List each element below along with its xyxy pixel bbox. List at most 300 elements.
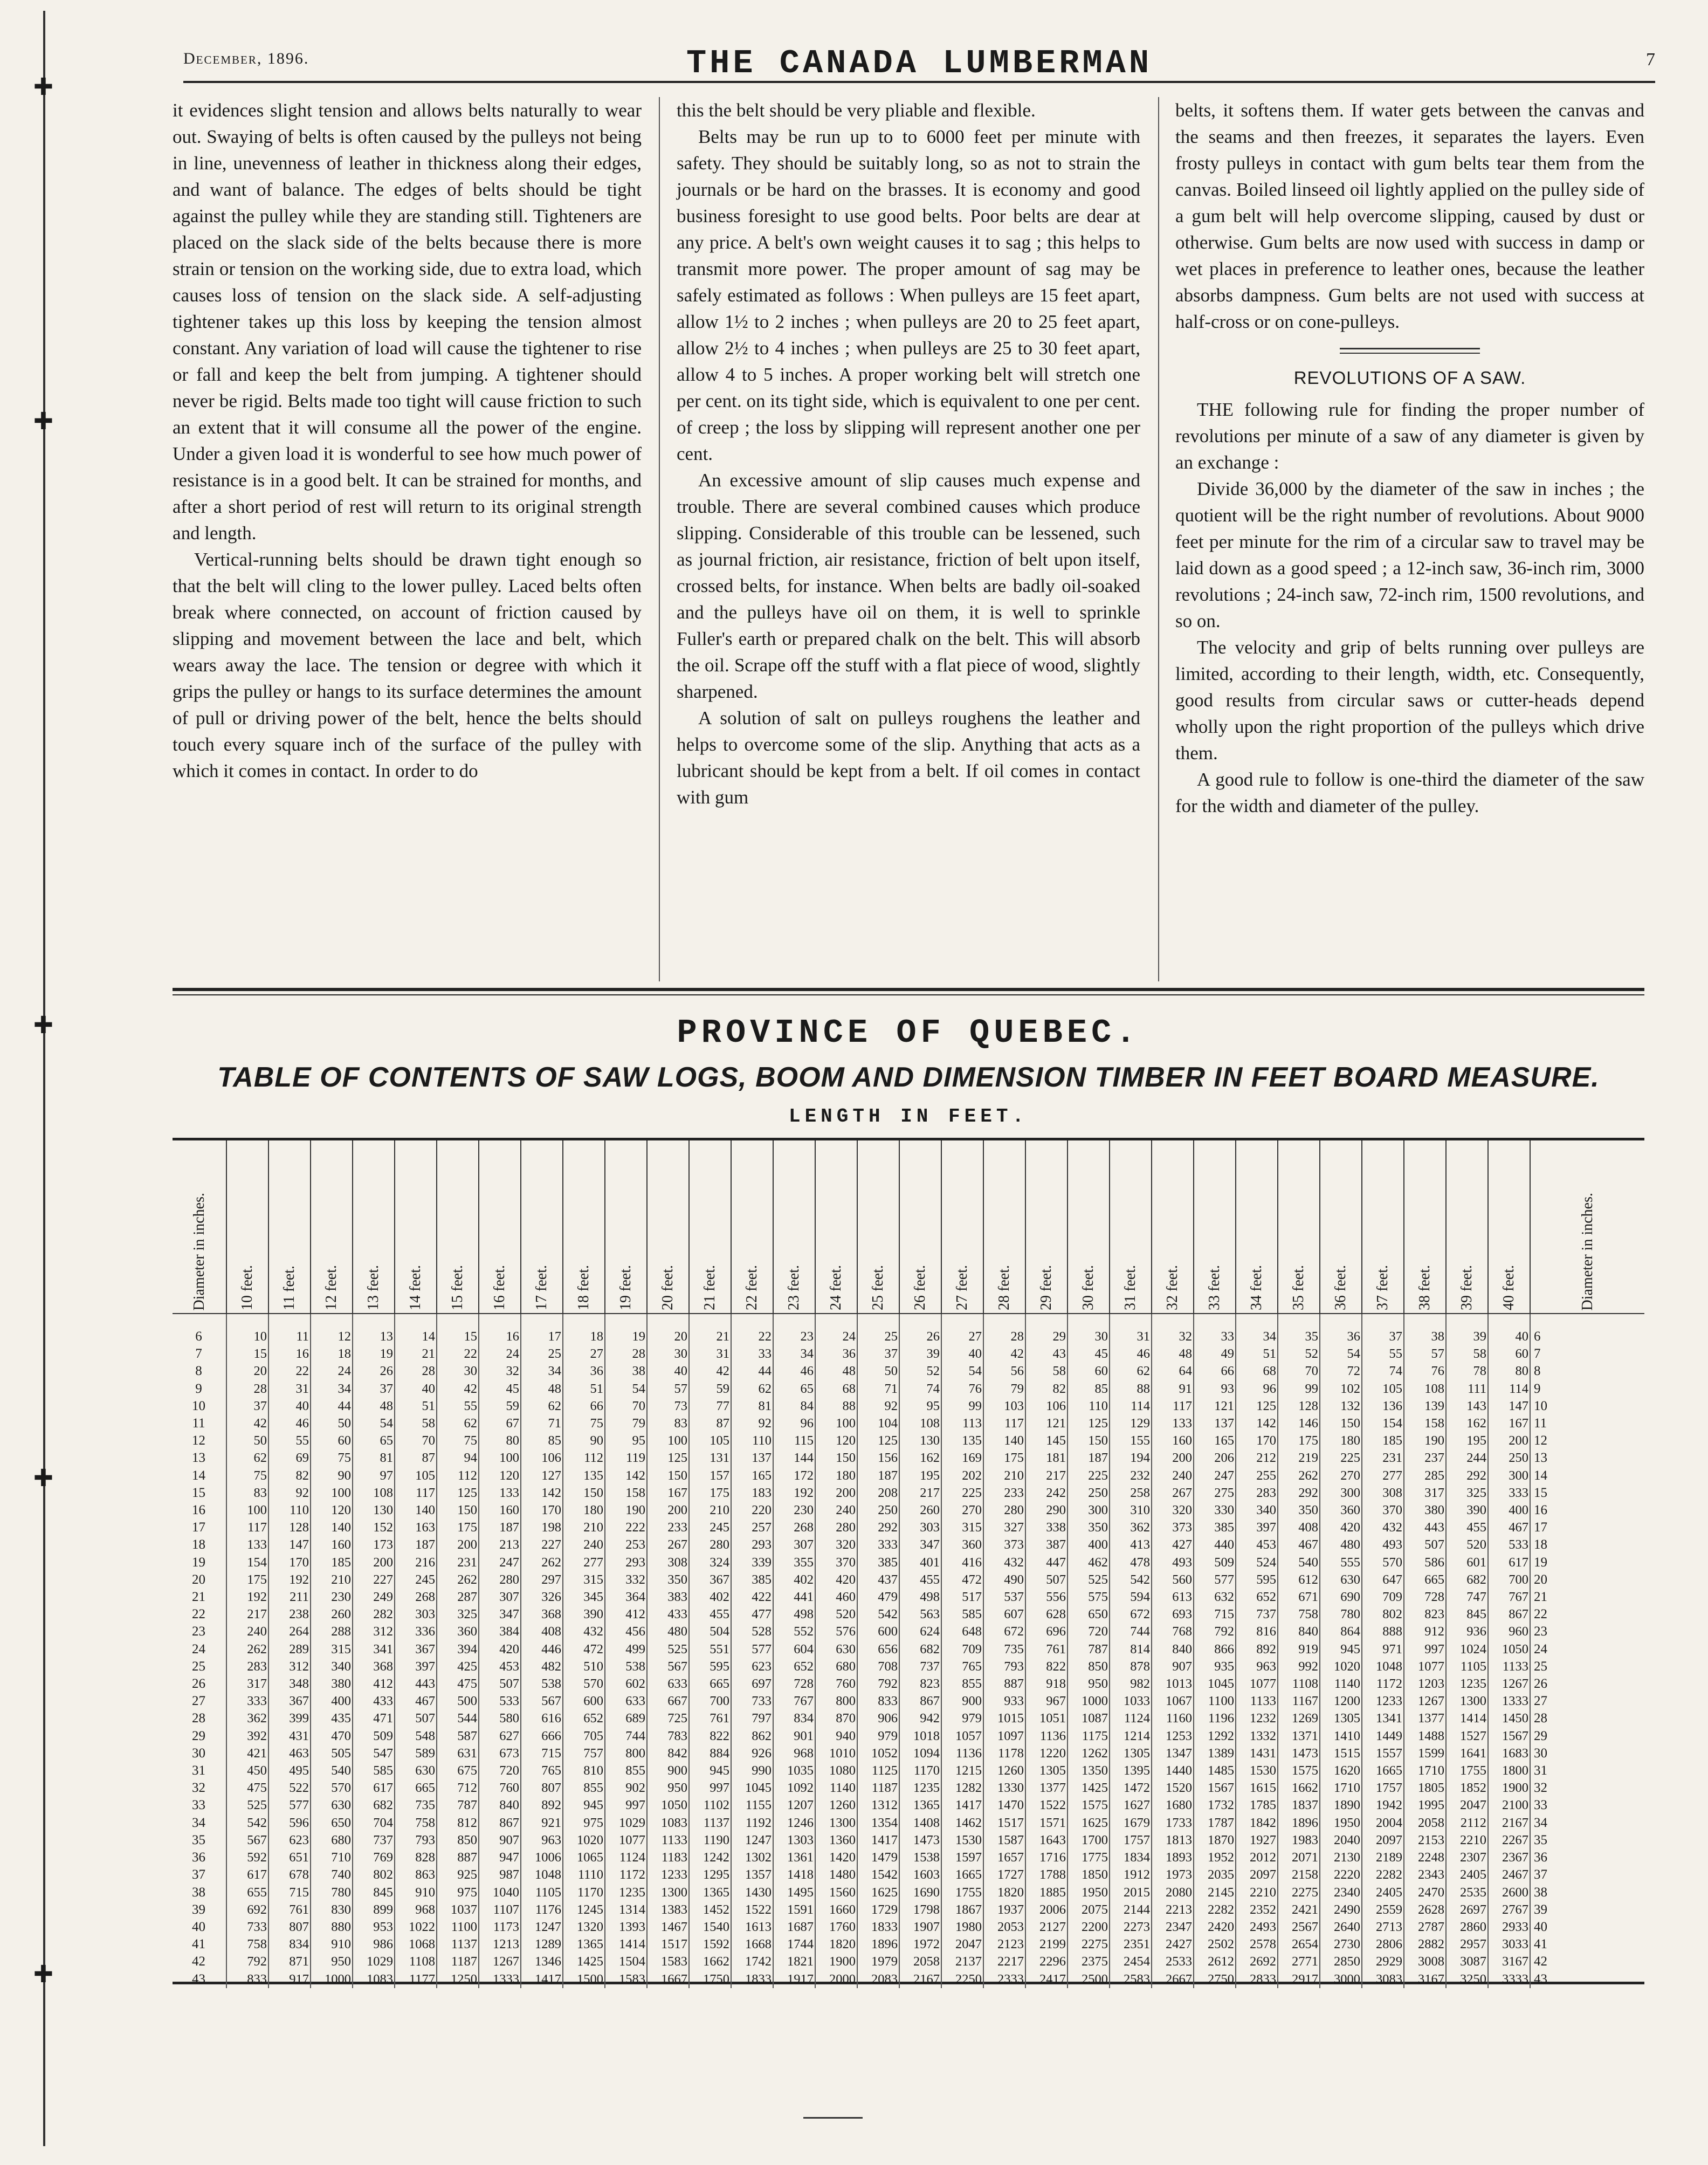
column-label: 17 feet. [533,1265,550,1310]
board-feet-cell: 1048 [1362,1658,1404,1675]
board-feet-cell: 899 [353,1901,395,1919]
board-feet-cell: 2053 [983,1919,1025,1936]
length-header [353,1140,395,1314]
diameter-cell-right: 12 [1530,1432,1644,1449]
column-label: 27 feet. [954,1265,970,1310]
board-feet-cell: 1395 [1110,1762,1152,1779]
board-feet-cell: 1950 [1068,1884,1110,1901]
board-feet-cell: 975 [437,1884,479,1901]
board-feet-cell: 190 [1404,1432,1446,1449]
board-feet-cell: 926 [731,1745,773,1762]
board-feet-cell: 2210 [1236,1884,1278,1901]
board-feet-cell: 1755 [941,1884,983,1901]
board-feet-cell: 767 [773,1693,815,1710]
board-feet-cell: 1108 [395,1953,437,1970]
board-feet-cell: 1192 [731,1815,773,1832]
board-feet-cell: 288 [311,1623,353,1640]
board-feet-cell: 181 [1025,1449,1068,1467]
board-feet-cell: 36 [815,1345,857,1363]
column-label: 33 feet. [1206,1265,1223,1310]
board-feet-cell: 208 [857,1484,899,1502]
board-feet-cell: 258 [1110,1484,1152,1502]
board-feet-cell: 1006 [521,1849,563,1866]
board-feet-cell: 1065 [563,1849,605,1866]
board-feet-cell: 160 [311,1536,353,1554]
board-feet-cell: 919 [1278,1641,1320,1658]
column-label: 12 feet. [323,1265,340,1310]
board-feet-cell: 1020 [1320,1658,1362,1675]
board-feet-cell: 262 [437,1571,479,1589]
board-feet-cell: 1410 [1320,1728,1362,1745]
board-feet-cell: 62 [437,1415,479,1432]
board-feet-cell: 567 [647,1658,689,1675]
board-feet-cell: 871 [268,1953,311,1970]
board-feet-cell: 185 [311,1554,353,1571]
column-label: 29 feet. [1038,1265,1055,1310]
board-feet-cell: 1035 [773,1762,815,1779]
board-feet-cell: 842 [647,1745,689,1762]
board-feet-cell: 563 [899,1606,941,1623]
table-row [173,1832,1644,1849]
diameter-cell-right: 6 [1530,1314,1644,1345]
board-feet-cell: 1488 [1404,1728,1446,1745]
article-column-1 [173,97,642,784]
board-feet-cell: 17 [521,1314,563,1345]
board-feet-cell: 901 [773,1728,815,1745]
board-feet-cell: 92 [731,1415,773,1432]
board-feet-cell: 1567 [1488,1728,1530,1745]
section-rule [173,994,1644,995]
diameter-cell: 19 [192,1555,205,1570]
board-feet-cell: 66 [1194,1363,1236,1380]
board-feet-cell: 100 [479,1449,521,1467]
column-label: 38 feet. [1416,1265,1433,1310]
diameter-cell-right: 20 [1530,1571,1644,1589]
board-feet-cell: 293 [605,1554,647,1571]
diameter-cell: 37 [192,1867,205,1882]
board-feet-cell: 697 [731,1675,773,1693]
board-feet-cell: 2933 [1488,1919,1530,1936]
board-feet-cell: 499 [605,1641,647,1658]
board-feet-cell: 140 [983,1432,1025,1449]
board-feet-cell: 3008 [1404,1953,1446,1970]
board-feet-cell: 475 [226,1779,268,1797]
board-feet-cell: 493 [1152,1554,1194,1571]
board-feet-cell: 240 [226,1623,268,1640]
board-feet-cell: 1667 [647,1971,689,1988]
board-feet-cell: 147 [268,1536,311,1554]
board-feet-cell: 150 [563,1484,605,1502]
board-feet-cell: 792 [857,1675,899,1693]
table-row [173,1345,1644,1363]
board-feet-cell: 99 [1278,1380,1320,1398]
board-feet-cell: 1048 [521,1866,563,1884]
diameter-cell: 7 [195,1346,202,1362]
board-feet-cell: 2145 [1194,1884,1236,1901]
board-feet-cell: 2282 [1362,1866,1404,1884]
board-feet-cell: 490 [983,1571,1025,1589]
board-feet-cell: 33 [731,1345,773,1363]
board-feet-cell: 1470 [983,1797,1025,1814]
board-feet-cell: 139 [1404,1398,1446,1415]
board-feet-cell: 2158 [1278,1866,1320,1884]
board-feet-cell: 320 [1152,1502,1194,1519]
board-feet-cell: 709 [1362,1589,1404,1606]
board-feet-cell: 324 [689,1554,731,1571]
board-feet-cell: 656 [857,1641,899,1658]
diameter-cell-right: 26 [1530,1675,1644,1693]
board-feet-cell: 289 [268,1641,311,1658]
board-feet-cell: 125 [1068,1415,1110,1432]
board-feet-cell: 884 [689,1745,731,1762]
board-feet-cell: 233 [647,1519,689,1536]
board-feet-cell: 783 [647,1728,689,1745]
diameter-cell: 35 [192,1832,205,1847]
board-feet-cell: 3083 [1362,1971,1404,1988]
board-feet-cell: 665 [395,1779,437,1797]
board-feet-cell: 57 [1404,1345,1446,1363]
board-feet-cell: 540 [1278,1554,1320,1571]
diameter-cell: 16 [192,1503,205,1518]
board-feet-cell: 1235 [1446,1675,1488,1693]
board-feet-cell: 665 [689,1675,731,1693]
board-feet-cell: 1000 [311,1971,353,1988]
board-feet-cell: 88 [815,1398,857,1415]
board-feet-cell: 18 [311,1345,353,1363]
board-feet-cell: 74 [899,1380,941,1398]
board-feet-cell: 1896 [1278,1815,1320,1832]
board-feet-cell: 73 [647,1398,689,1415]
board-feet-cell: 446 [521,1641,563,1658]
board-feet-cell: 1587 [983,1832,1025,1849]
board-feet-cell: 307 [479,1589,521,1606]
board-feet-cell: 96 [773,1415,815,1432]
board-feet-cell: 338 [1025,1519,1068,1536]
board-feet-cell: 1137 [437,1936,479,1953]
board-feet-cell: 70 [1278,1363,1320,1380]
board-feet-cell: 925 [437,1866,479,1884]
board-feet-cell: 1330 [983,1779,1025,1797]
board-feet-cell: 1332 [1236,1728,1278,1745]
board-feet-cell: 793 [983,1658,1025,1675]
board-feet-cell: 39 [1446,1314,1488,1345]
board-feet-cell: 2213 [1152,1901,1194,1919]
board-feet-cell: 1660 [815,1901,857,1919]
board-feet-cell: 902 [605,1779,647,1797]
board-feet-cell: 180 [1320,1432,1362,1449]
board-feet-cell: 114 [1110,1398,1152,1415]
board-feet-cell: 163 [395,1519,437,1536]
board-feet-cell: 1485 [1194,1762,1236,1779]
board-feet-cell: 1305 [1320,1710,1362,1727]
board-feet-cell: 412 [605,1606,647,1623]
board-feet-cell: 1462 [941,1815,983,1832]
table-row [173,1762,1644,1779]
board-feet-cell: 210 [689,1502,731,1519]
board-feet-cell: 422 [731,1589,773,1606]
board-feet-cell: 2000 [815,1971,857,1988]
board-feet-cell: 399 [268,1710,311,1727]
paragraph: belts, it softens them. If water gets between the canvas and the seams and then freezes, it separates the layers. Even frosty pulleys in contact with gum belts tear them from the canvas. Boiled linseed oil lightly applied on the pulley side of a gum belt will help overcome slipping, caused by dust or otherwise. Gum belts are now used with success in damp or wet places in preference to leather ones, because the leather absorbs dampness. Gum belts are not used with success at half-cross or on cone-pulleys. [1175,100,1644,332]
board-feet-cell: 1785 [1236,1797,1278,1814]
board-feet-cell: 1833 [731,1971,773,1988]
board-feet-cell: 14 [395,1314,437,1345]
board-feet-cell: 310 [1110,1502,1152,1519]
board-feet-cell: 587 [437,1728,479,1745]
board-feet-cell: 58 [1025,1363,1068,1380]
board-feet-cell: 616 [521,1710,563,1727]
board-feet-cell: 918 [1025,1675,1068,1693]
board-feet-cell: 1124 [605,1849,647,1866]
board-feet-cell: 115 [773,1432,815,1449]
diameter-cell: 12 [192,1433,205,1448]
board-feet-cell: 402 [689,1589,731,1606]
length-header [1236,1140,1278,1314]
board-feet-cell: 1292 [1194,1728,1236,1745]
board-feet-cell: 1983 [1278,1832,1320,1849]
board-feet-cell: 212 [1236,1449,1278,1467]
board-feet-cell: 761 [689,1710,731,1727]
board-feet-cell: 715 [1194,1606,1236,1623]
board-feet-cell: 192 [226,1589,268,1606]
length-header [815,1140,857,1314]
column-label: 13 feet. [365,1265,382,1310]
board-feet-cell: 1357 [731,1866,773,1884]
board-feet-cell: 1187 [857,1779,899,1797]
board-feet-cell: 19 [353,1345,395,1363]
board-feet-cell: 370 [1362,1502,1404,1519]
board-feet-cell: 22 [731,1314,773,1345]
board-feet-cell: 1300 [647,1884,689,1901]
board-feet-cell: 26 [899,1314,941,1345]
board-feet-cell: 370 [815,1554,857,1571]
section-divider [1340,348,1480,354]
board-feet-cell: 1995 [1404,1797,1446,1814]
board-feet-cell: 152 [353,1519,395,1536]
table-row [173,1398,1644,1415]
board-feet-cell: 2352 [1236,1901,1278,1919]
board-feet-cell: 350 [1068,1519,1110,1536]
board-feet-cell: 70 [605,1398,647,1415]
board-feet-cell: 480 [647,1623,689,1640]
board-feet-cell: 1540 [689,1919,731,1936]
board-feet-cell: 119 [605,1449,647,1467]
column-label: 35 feet. [1290,1265,1307,1310]
board-feet-cell: 1389 [1194,1745,1236,1762]
board-feet-cell: 747 [1446,1589,1488,1606]
board-feet-cell: 940 [815,1728,857,1745]
board-feet-cell: 114 [1488,1380,1530,1398]
board-feet-cell: 715 [268,1884,311,1901]
board-feet-cell: 1641 [1446,1745,1488,1762]
board-feet-cell: 906 [857,1710,899,1727]
board-feet-cell: 505 [311,1745,353,1762]
length-header [647,1140,689,1314]
board-feet-cell: 840 [479,1797,521,1814]
board-feet-cell: 2004 [1362,1815,1404,1832]
paragraph: A good rule to follow is one-third the diameter of the saw for the width and diameter of the pulley. [1175,769,1644,816]
board-feet-cell: 1450 [1488,1710,1530,1727]
board-feet-cell: 397 [395,1658,437,1675]
board-feet-cell: 18 [563,1314,605,1345]
board-feet-cell: 758 [1278,1606,1320,1623]
board-feet-cell: 1834 [1110,1849,1152,1866]
diameter-cell: 9 [195,1381,202,1396]
board-feet-cell: 217 [226,1606,268,1623]
board-feet-cell: 2787 [1404,1919,1446,1936]
board-feet-cell: 648 [941,1623,983,1640]
board-feet-cell: 36 [1320,1314,1362,1345]
board-feet-cell: 280 [983,1502,1025,1519]
board-feet-cell: 576 [815,1623,857,1640]
length-header [605,1140,647,1314]
board-feet-cell: 623 [268,1832,311,1849]
board-feet-cell: 728 [1404,1589,1446,1606]
board-feet-cell: 2697 [1446,1901,1488,1919]
board-feet-cell: 22 [437,1345,479,1363]
board-feet-cell: 80 [1488,1363,1530,1380]
board-feet-cell: 878 [1110,1658,1152,1675]
board-feet-cell: 1679 [1110,1815,1152,1832]
table-row [173,1728,1644,1745]
board-feet-cell: 1160 [1152,1710,1194,1727]
length-header [1068,1140,1110,1314]
board-feet-cell: 1665 [1362,1762,1404,1779]
board-feet-cell: 2470 [1404,1884,1446,1901]
board-feet-cell: 127 [521,1467,563,1484]
board-feet-cell: 1107 [479,1901,521,1919]
board-feet-cell: 360 [1320,1502,1362,1519]
board-feet-cell: 1077 [1236,1675,1278,1693]
board-feet-cell: 1952 [1194,1849,1236,1866]
board-feet-cell: 577 [268,1797,311,1814]
board-feet-cell: 270 [941,1502,983,1519]
board-feet-cell: 255 [1236,1467,1278,1484]
board-feet-cell: 3000 [1320,1971,1362,1988]
board-feet-cell: 16 [479,1314,521,1345]
board-feet-cell: 840 [1278,1623,1320,1640]
board-feet-cell: 10 [226,1314,268,1345]
board-feet-cell: 195 [899,1467,941,1484]
board-feet-cell: 348 [268,1675,311,1693]
board-feet-cell: 1467 [647,1919,689,1936]
board-feet-cell: 1133 [1236,1693,1278,1710]
diameter-cell: 8 [195,1364,202,1379]
board-feet-cell: 432 [983,1554,1025,1571]
board-feet-cell: 1760 [815,1919,857,1936]
board-feet-cell: 150 [437,1502,479,1519]
board-feet-cell: 833 [857,1693,899,1710]
table-row [173,1554,1644,1571]
board-feet-cell: 1522 [731,1901,773,1919]
board-feet-cell: 594 [1110,1589,1152,1606]
board-feet-cell: 325 [1446,1484,1488,1502]
length-header [437,1140,479,1314]
board-feet-cell: 1597 [941,1849,983,1866]
board-feet-cell: 48 [521,1380,563,1398]
board-feet-cell: 744 [1110,1623,1152,1640]
board-feet-cell: 1300 [815,1815,857,1832]
board-feet-cell: 2850 [1320,1953,1362,1970]
board-feet-cell: 48 [1152,1345,1194,1363]
board-feet-cell: 450 [226,1762,268,1779]
board-feet-cell: 167 [1488,1415,1530,1432]
board-feet-cell: 46 [773,1363,815,1380]
table-title: TABLE OF CONTENTS OF SAW LOGS, BOOM AND DIMENSION TIMBER IN FEET BOARD MEASURE. [217,1062,1600,1093]
board-feet-cell: 262 [226,1641,268,1658]
board-feet-cell: 1341 [1362,1710,1404,1727]
board-feet-cell: 1136 [1025,1728,1068,1745]
board-feet-cell: 655 [226,1884,268,1901]
board-feet-cell: 833 [226,1971,268,1988]
column-label: 40 feet. [1500,1265,1517,1310]
board-feet-cell: 968 [773,1745,815,1762]
board-feet-cell: 327 [983,1519,1025,1536]
board-feet-cell: 267 [1152,1484,1194,1502]
board-feet-cell: 443 [1404,1519,1446,1536]
board-feet-cell: 88 [1110,1380,1152,1398]
board-feet-cell: 700 [689,1693,731,1710]
board-feet-cell: 1133 [647,1832,689,1849]
board-feet-cell: 2100 [1488,1797,1530,1814]
board-feet-cell: 59 [689,1380,731,1398]
board-feet-cell: 665 [1404,1571,1446,1589]
diameter-cell: 33 [192,1798,205,1813]
board-feet-cell: 49 [1194,1345,1236,1363]
column-label: 24 feet. [828,1265,844,1310]
board-feet-cell: 834 [268,1936,311,1953]
board-feet-cell: 435 [311,1710,353,1727]
column-label: 10 feet. [239,1265,256,1310]
board-feet-cell: 150 [1320,1415,1362,1432]
board-feet-cell: 1242 [689,1849,731,1866]
board-feet-cell: 131 [689,1449,731,1467]
board-feet-cell: 2600 [1488,1884,1530,1901]
board-feet-cell: 1625 [1068,1815,1110,1832]
board-feet-cell: 80 [479,1432,521,1449]
board-feet-cell: 812 [437,1815,479,1832]
board-feet-cell: 1557 [1362,1745,1404,1762]
length-header [395,1140,437,1314]
length-header [226,1140,268,1314]
table-row [173,1415,1644,1432]
board-feet-cell: 2929 [1362,1953,1404,1970]
board-feet-cell: 210 [311,1571,353,1589]
board-feet-cell: 2275 [1278,1884,1320,1901]
board-feet-cell: 33 [1194,1314,1236,1345]
board-feet-cell: 1235 [899,1779,941,1797]
board-feet-cell: 693 [1152,1606,1194,1623]
board-feet-cell: 652 [773,1658,815,1675]
board-feet-cell: 117 [395,1484,437,1502]
board-feet-cell: 32 [1152,1314,1194,1345]
board-feet-cell: 416 [941,1554,983,1571]
board-feet-cell: 1133 [1488,1658,1530,1675]
board-feet-cell: 35 [1278,1314,1320,1345]
board-feet-cell: 758 [395,1815,437,1832]
diameter-cell: 39 [192,1902,205,1917]
article-column-2 [677,97,1140,810]
board-feet-cell: 3087 [1446,1953,1488,1970]
board-feet-cell: 172 [773,1467,815,1484]
page-header [183,44,1655,83]
board-feet-cell: 100 [815,1415,857,1432]
column-label: 28 feet. [996,1265,1013,1310]
board-feet-cell: 75 [311,1449,353,1467]
board-feet-cell: 900 [647,1762,689,1779]
board-feet-cell: 498 [773,1606,815,1623]
board-feet-cell: 1233 [647,1866,689,1884]
